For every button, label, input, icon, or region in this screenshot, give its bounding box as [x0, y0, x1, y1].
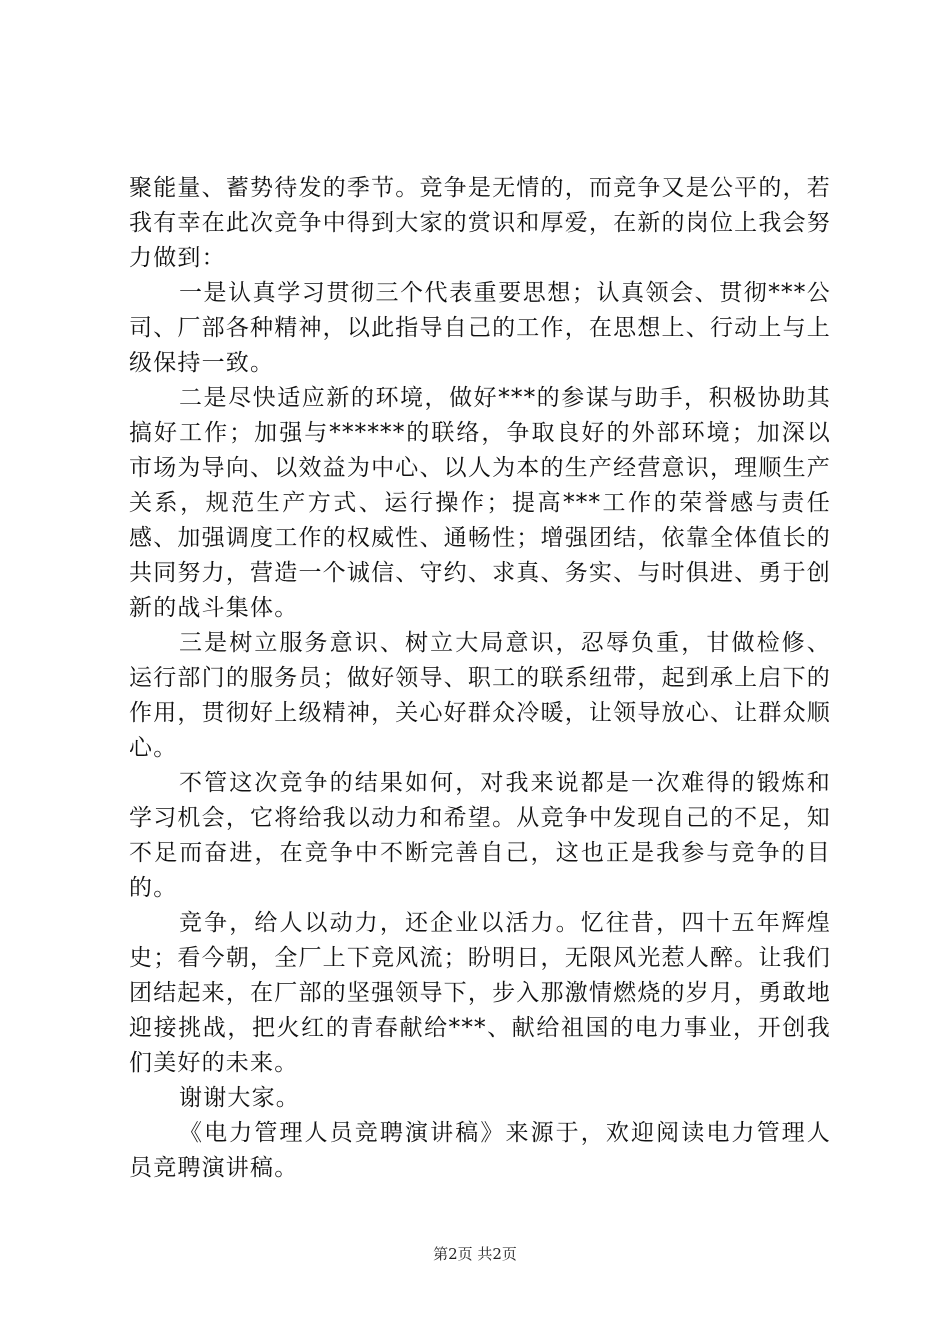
paragraph-point-three: 三是树立服务意识、树立大局意识，忍辱负重，甘做检修、运行部门的服务员；做好领导、职工的联系纽带，起到承上启下的作用，贯彻好上级精神，关心好群众冷暖，让领导放心、让群众顺心。	[129, 630, 831, 761]
document-body	[129, 171, 831, 1186]
page-number-footer: 第2页 共2页	[433, 1245, 517, 1263]
paragraph-thanks: 谢谢大家。	[179, 1085, 300, 1111]
paragraph-point-two: 二是尽快适应新的环境，做好***的参谋与助手，积极协助其搞好工作；加强与******的联络，争取良好的外部环境；加深以市场为导向、以效益为中心、以人为本的生产经营意识，理顺生产关系，规范生产方式、运行操作；提高***工作的荣誉感与责任感、加强调度工作的权威性、通畅性；增强团结，依靠全体值长的共同努力，营造一个诚信、守约、求真、务实、与时俱进、勇于创新的战斗集体。	[129, 385, 831, 621]
paragraph-intro: 聚能量、蓄势待发的季节。竞争是无情的，而竞争又是公平的，若我有幸在此次竞争中得到大家的赏识和厚爱，在新的岗位上我会努力做到：	[129, 175, 831, 271]
paragraph-outcome: 不管这次竞争的结果如何，对我来说都是一次难得的锻炼和学习机会，它将给我以动力和希望。从竞争中发现自己的不足，知不足而奋进，在竞争中不断完善自己，这也正是我参与竞争的目的。	[129, 770, 831, 901]
paragraph-closing: 竞争，给人以动力，还企业以活力。忆往昔，四十五年辉煌史；看今朝，全厂上下竞风流；盼明日，无限风光惹人醉。让我们团结起来，在厂部的坚强领导下，步入那激情燃烧的岁月，勇敢地迎接挑战，把火红的青春献给***、献给祖国的电力事业，开创我们美好的未来。	[129, 910, 831, 1076]
paragraph-source-note: 《电力管理人员竞聘演讲稿》来源于，欢迎阅读电力管理人员竞聘演讲稿。	[129, 1120, 831, 1181]
paragraph-point-one: 一是认真学习贯彻三个代表重要思想；认真领会、贯彻***公司、厂部各种精神，以此指导自己的工作，在思想上、行动上与上级保持一致。	[129, 280, 831, 376]
